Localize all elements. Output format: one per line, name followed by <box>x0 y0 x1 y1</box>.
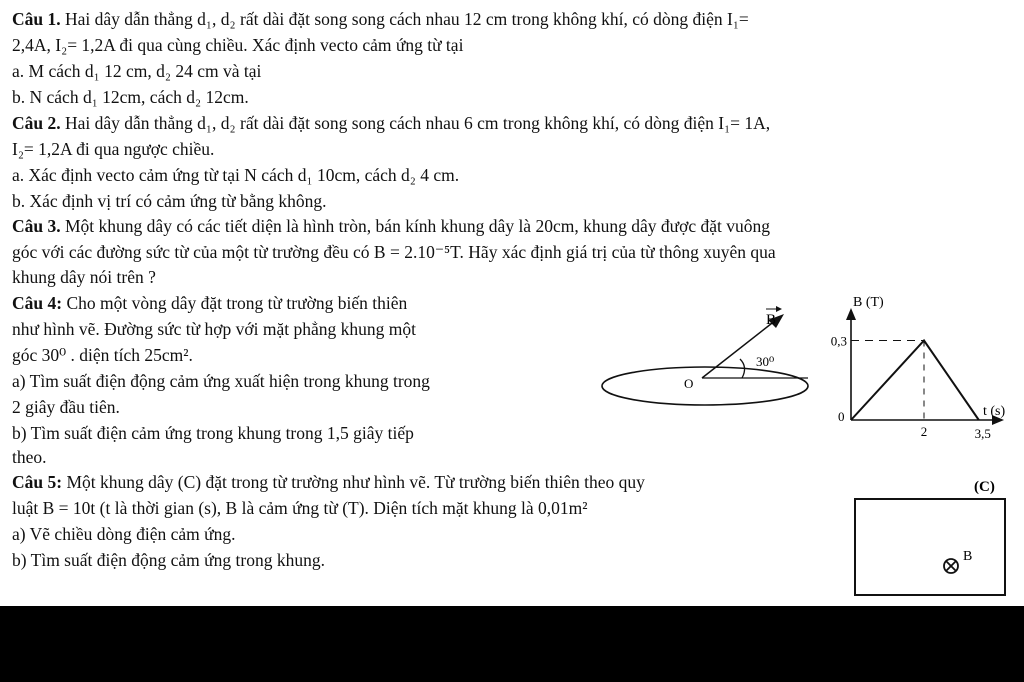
q1-part-a: a. M cách d₁ 12 cm, d₂ 24 cm và tại <box>12 61 262 81</box>
q4-line-1 <box>12 292 407 314</box>
x-axis-label: t (s) <box>983 404 1006 419</box>
q3-line-3: khung dây nói trên ? <box>12 267 156 287</box>
q5-line-2: luật B = 10t (t là thời gian (s), B là cảm ứng từ (T). Diện tích mặt khung là 0,01m² <box>12 498 588 518</box>
frame-label: (C) <box>974 479 995 495</box>
q4-part-b: b) Tìm suất điện cảm ứng trong khung trong 1,5 giây tiếp <box>12 423 414 443</box>
q4-number: Câu 4: <box>12 293 63 313</box>
vector-overarrow-head <box>776 306 782 312</box>
frame-c-figure <box>850 475 1015 600</box>
q3-line-1 <box>12 215 770 237</box>
q2-line-2: I₂= 1,2A đi qua ngược chiều. <box>12 139 215 159</box>
q3-number: Câu 3. <box>12 216 61 236</box>
q5-text-1: Một khung dây (C) đặt trong từ trường như hình vẽ. Từ trường biến thiên theo quy <box>62 472 645 492</box>
q3-text-1: Một khung dây có các tiết diện là hình tròn, bán kính khung dây là 20cm, khung dây được đặt vuông <box>60 216 770 236</box>
field-label: B <box>963 549 973 564</box>
b-t-graph <box>825 292 1020 447</box>
zero-label: 0 <box>838 409 845 424</box>
frame-rectangle <box>855 499 1005 595</box>
q1-text-1: Hai dây dẫn thẳng d₁, d₂ rất dài đặt song song cách nhau 12 cm trong không khí, có dòng điện I₁= <box>60 9 749 29</box>
field-vector-line <box>702 320 776 378</box>
q2-line-1 <box>12 112 770 134</box>
origin-label: O <box>684 376 694 391</box>
q2-text-1: Hai dây dẫn thẳng d₁, d₂ rất dài đặt song song cách nhau 6 cm trong không khí, có dòng điện I₁= 1A, <box>60 113 771 133</box>
b-t-curve <box>851 341 979 421</box>
field-vector-label: B <box>766 312 777 328</box>
x-tick-label-1: 2 <box>920 424 928 439</box>
q2-part-a: a. Xác định vecto cảm ứng từ tại N cách d₁ 10cm, cách d₂ 4 cm. <box>12 165 460 185</box>
q4-part-b-cont: theo. <box>12 447 47 467</box>
q4-part-a-cont: 2 giây đầu tiên. <box>12 397 120 417</box>
q5-part-a: a) Vẽ chiều dòng điện cảm ứng. <box>12 524 236 544</box>
q5-number: Câu 5: <box>12 472 63 492</box>
q3-line-2: góc với các đường sức từ của một từ trường đều có B = 2.10⁻⁵T. Hãy xác định giá trị của từ thông xuyên qua <box>12 242 776 262</box>
y-axis-label: B (T) <box>853 295 884 310</box>
q4-text-1: Cho một vòng dây đặt trong từ trường biến thiên <box>62 293 408 313</box>
x-tick-label-2: 3,5 <box>974 426 991 441</box>
q1-line-2: 2,4A, I₂= 1,2A đi qua cùng chiều. Xác định vecto cảm ứng từ tại <box>12 35 464 55</box>
q1-part-b: b. N cách d₁ 12cm, cách d₂ 12cm. <box>12 87 249 107</box>
q4-line-3: góc 30⁰ . diện tích 25cm². <box>12 345 193 365</box>
angle-label: 30⁰ <box>756 354 775 369</box>
q1-line-1 <box>12 8 749 30</box>
q2-number: Câu 2. <box>12 113 61 133</box>
q5-part-b: b) Tìm suất điện động cảm ứng trong khung. <box>12 550 325 570</box>
q1-number: Câu 1. <box>12 9 61 29</box>
y-tick-label: 0,3 <box>830 333 847 349</box>
q4-part-a: a) Tìm suất điện động cảm ứng xuất hiện trong khung trong <box>12 371 430 391</box>
q2-part-b: b. Xác định vị trí có cảm ứng từ bằng không. <box>12 191 327 211</box>
q5-line-1 <box>12 471 645 493</box>
q4-line-2: như hình vẽ. Đường sức từ hợp với mặt phẳng khung một <box>12 319 417 339</box>
loop-field-figure <box>590 300 825 415</box>
loop-ellipse <box>602 367 808 405</box>
